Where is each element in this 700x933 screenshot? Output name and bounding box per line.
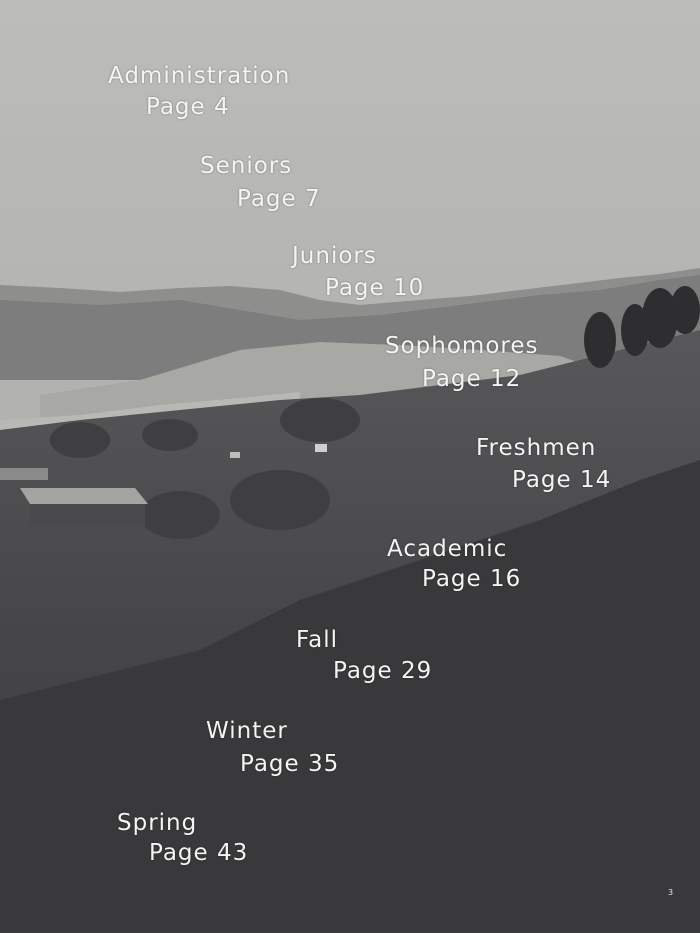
page-folio-number: 3 <box>668 888 674 897</box>
toc-section-label: Academic <box>387 536 508 562</box>
toc-page-number: Page 4 <box>146 94 230 120</box>
toc-section-label: Spring <box>117 810 198 836</box>
toc-page-number: Page 29 <box>333 658 433 684</box>
toc-page-number: Page 7 <box>237 186 321 212</box>
toc-page-number: Page 16 <box>422 566 522 592</box>
toc-section-label: Seniors <box>200 153 293 179</box>
toc-page-number: Page 43 <box>149 840 249 866</box>
toc-section-label: Fall <box>296 627 338 653</box>
toc-section-label: Administration <box>108 63 291 89</box>
toc-section-label: Sophomores <box>385 333 539 359</box>
toc-page-number: Page 10 <box>325 275 425 301</box>
toc-section-label: Freshmen <box>476 435 597 461</box>
toc-section-label: Winter <box>206 718 288 744</box>
toc-page-number: Page 35 <box>240 751 340 777</box>
toc-section-label: Juniors <box>292 243 377 269</box>
toc-page-number: Page 14 <box>512 467 612 493</box>
toc-page-number: Page 12 <box>422 366 522 392</box>
